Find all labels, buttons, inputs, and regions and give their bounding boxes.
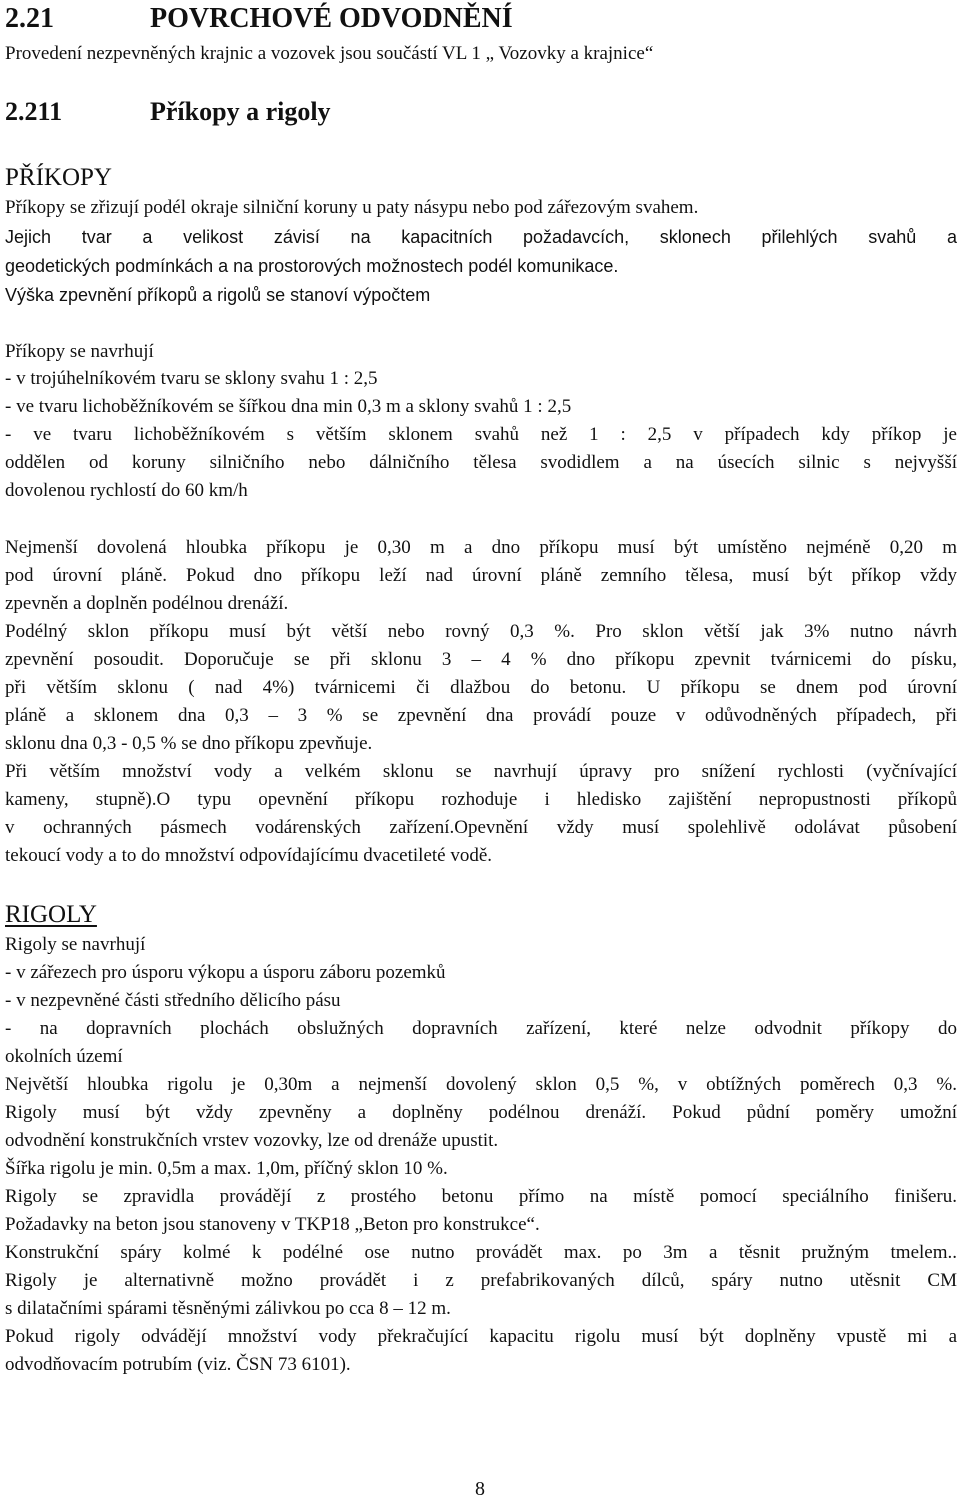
- paragraph-line: geodetických podmínkách a na prostorových možnostech podél komunikace.: [5, 256, 619, 276]
- paragraph-line: odvodňovacím potrubím (viz. ČSN 73 6101).: [5, 1354, 351, 1375]
- paragraph-line: odvodnění konstrukčních vrstev vozovky, lze od drenáže upustit.: [5, 1130, 499, 1151]
- paragraph-line: s dilatačními spárami těsněnými zálivkou po cca 8 – 12 m.: [5, 1298, 451, 1319]
- paragraph-line: sklonu dna 0,3 - 0,5 % se dno příkopu zpevňuje.: [5, 733, 373, 754]
- paragraph-line: zpevnění posoudit. Doporučuje se při sklonu 3 – 4 % dno příkopu zpevnit tvárnicemi do písku,: [5, 649, 957, 670]
- paragraph-line: Příkopy se navrhují: [5, 341, 154, 362]
- paragraph-line: při větším sklonu ( nad 4%) tvárnicemi či dlažbou do betonu. U příkopu se dnem pod úrovní: [5, 677, 957, 698]
- prikopy-heading: PŘÍKOPY: [5, 164, 112, 191]
- paragraph-line: Rigoly se navrhují: [5, 934, 146, 955]
- paragraph-line: Rigoly musí být vždy zpevněny a doplněny podélnou drenáží. Pokud půdní poměry umožní: [5, 1102, 957, 1123]
- paragraph-line: Pokud rigoly odvádějí množství vody překračující kapacitu rigolu musí být doplněny vpustě mi a: [5, 1326, 957, 1347]
- list-item: - na dopravních plochách obslužných dopravních zařízení, které nelze odvodnit příkopy do: [5, 1018, 957, 1039]
- subsection-heading: [5, 96, 331, 128]
- list-item: - v nezpevněné části středního dělicího pásu: [5, 990, 341, 1011]
- page-number: 8: [475, 1478, 485, 1500]
- paragraph-line: kameny, stupně).O typu opevnění příkopu rozhoduje i hledisko zajištění nepropustnosti příkopů: [5, 789, 957, 810]
- section-heading: [5, 2, 513, 36]
- paragraph-line: Při větším množství vody a velkém sklonu se navrhují úpravy pro snížení rychlosti (vyčnívající: [5, 761, 957, 782]
- subsection-title: Příkopy a rigoly: [150, 97, 331, 126]
- paragraph-line: Největší hloubka rigolu je 0,30m a nejmenší dovolený sklon 0,5 %, v obtížných poměrech 0,3 %.: [5, 1074, 957, 1095]
- section-number: 2.21: [5, 3, 54, 34]
- rigoly-heading: RIGOLY: [5, 901, 97, 928]
- list-item: - ve tvaru lichoběžníkovém se šířkou dna min 0,3 m a sklony svahů 1 : 2,5: [5, 396, 572, 417]
- paragraph-line: zpevněn a doplněn podélnou drenáží.: [5, 593, 289, 614]
- paragraph-line: oddělen od koruny silničního nebo dálničního tělesa svodidlem a na úsecích silnic s nejvyšší: [5, 452, 957, 473]
- paragraph-line: Podélný sklon příkopu musí být větší nebo rovný 0,3 %. Pro sklon větší jak 3% nutno návrh: [5, 621, 957, 642]
- list-item: - v trojúhelníkovém tvaru se sklony svahu 1 : 2,5: [5, 368, 378, 389]
- paragraph-line: Rigoly se zpravidla provádějí z prostého betonu přímo na místě pomocí speciálního finišeru.: [5, 1186, 957, 1207]
- subsection-number: 2.211: [5, 97, 63, 126]
- paragraph-line: Požadavky na beton jsou stanoveny v TKP18 „Beton pro konstrukce“.: [5, 1214, 540, 1235]
- paragraph-line: v ochranných pásmech vodárenských zařízení.Opevnění vždy musí spolehlivě odolávat působení: [5, 817, 957, 838]
- paragraph-line: Šířka rigolu je min. 0,5m a max. 1,0m, příčný sklon 10 %.: [5, 1158, 448, 1179]
- list-item: - v zářezech pro úsporu výkopu a úsporu záboru pozemků: [5, 962, 446, 983]
- paragraph-line: Příkopy se zřizují podél okraje silniční koruny u paty násypu nebo pod zářezovým svahem.: [5, 197, 699, 218]
- paragraph-line: Jejich tvar a velikost závisí na kapacitních požadavcích, sklonech přilehlých svahů a: [5, 227, 957, 247]
- paragraph-line: Nejmenší dovolená hloubka příkopu je 0,30 m a dno příkopu musí být umístěno nejméně 0,20 m: [5, 537, 957, 558]
- paragraph-line: Výška zpevnění příkopů a rigolů se stanoví výpočtem: [5, 285, 431, 305]
- paragraph-line: Konstrukční spáry kolmé k podélné ose nutno provádět max. po 3m a těsnit pružným tmelem..: [5, 1242, 957, 1263]
- paragraph-line: pod úrovní pláně. Pokud dno příkopu leží nad úrovní pláně zemního tělesa, musí být příkop vždy: [5, 565, 957, 586]
- list-item: - ve tvaru lichoběžníkovém s větším sklonem svahů než 1 : 2,5 v případech kdy příkop je: [5, 424, 957, 445]
- paragraph-line: dovolenou rychlostí do 60 km/h: [5, 480, 248, 501]
- section-title: POVRCHOVÉ ODVODNĚNÍ: [150, 3, 513, 34]
- paragraph-line: Rigoly je alternativně možno provádět i z prefabrikovaných dílců, spáry nutno utěsnit CM: [5, 1270, 957, 1291]
- paragraph-line: pláně a sklonem dna 0,3 – 3 % se zpevnění dna provádí pouze v odůvodněných případech, při: [5, 705, 957, 726]
- intro-text: Provedení nezpevněných krajnic a vozovek jsou součástí VL 1 „ Vozovky a krajnice“: [5, 43, 654, 64]
- paragraph-line: okolních území: [5, 1046, 123, 1067]
- paragraph-line: tekoucí vody a to do množství odpovídajícímu dvacetileté vodě.: [5, 845, 493, 866]
